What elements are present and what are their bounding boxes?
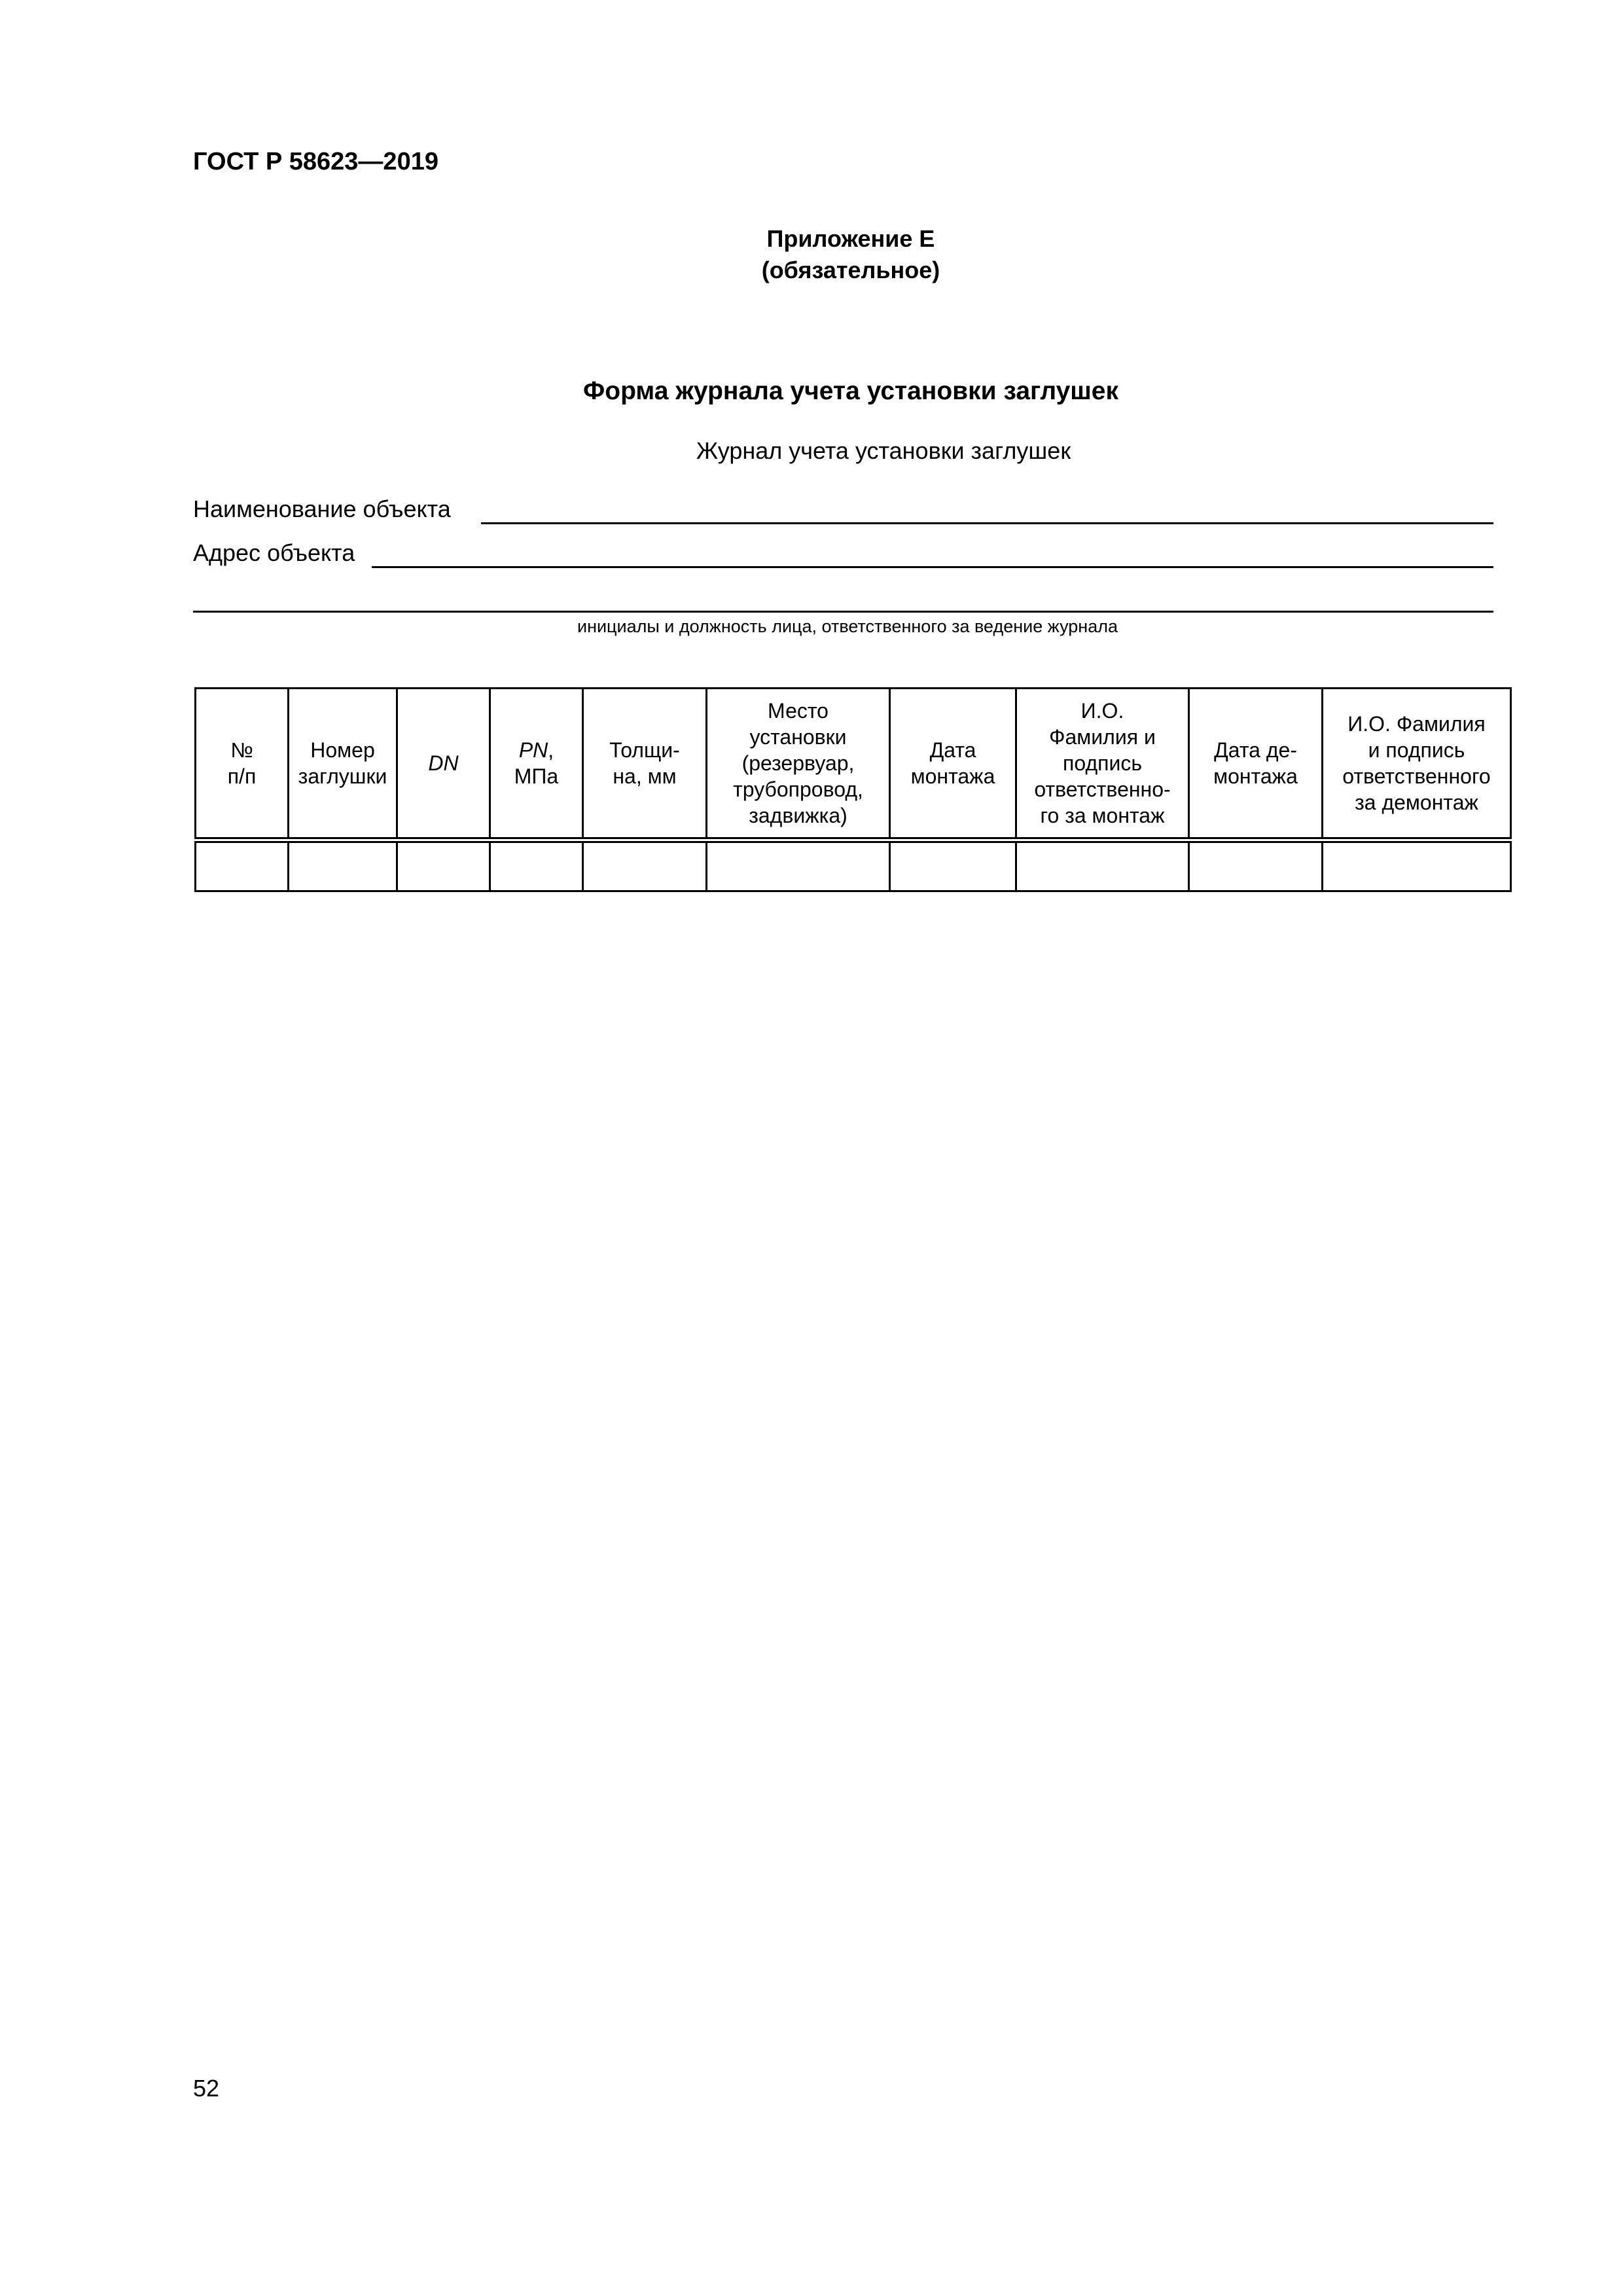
- col-header-plug-number: Номер заглушки: [289, 689, 397, 840]
- table-cell[interactable]: [397, 840, 490, 891]
- object-address-label: Адрес объекта: [193, 539, 355, 566]
- object-name-label: Наименование объекта: [193, 495, 451, 522]
- appendix-status: (обязательное): [761, 257, 940, 283]
- table-row: [196, 840, 1511, 891]
- col-header-dismount-date: Дата де- монтажа: [1189, 689, 1323, 840]
- table-cell[interactable]: [583, 840, 707, 891]
- col-header-number: № п/п: [196, 689, 289, 840]
- form-title: Форма журнала учета установки заглушек: [583, 377, 1118, 405]
- object-name-line: [481, 522, 1493, 524]
- table-cell[interactable]: [196, 840, 289, 891]
- responsible-person-line: [193, 611, 1493, 613]
- document-code: ГОСТ Р 58623—2019: [193, 148, 438, 175]
- table-cell[interactable]: [1323, 840, 1511, 891]
- col-header-mount-responsible: И.О. Фамилия и подпись ответственно- го за монтаж: [1016, 689, 1189, 840]
- table-cell[interactable]: [1016, 840, 1189, 891]
- page-number: 52: [193, 2075, 220, 2102]
- responsible-person-caption: инициалы и должность лица, ответственного за ведение журнала: [577, 617, 1118, 636]
- table-cell[interactable]: [289, 840, 397, 891]
- col-header-dn: DN: [397, 689, 490, 840]
- col-header-pn: PN, МПа: [490, 689, 583, 840]
- table-cell[interactable]: [490, 840, 583, 891]
- col-header-install-location: Место установки (резервуар, трубопровод, задвижка): [707, 689, 890, 840]
- table-cell[interactable]: [890, 840, 1016, 891]
- table-cell[interactable]: [707, 840, 890, 891]
- col-header-mount-date: Дата монтажа: [890, 689, 1016, 840]
- journal-title: Журнал учета установки заглушек: [696, 437, 1071, 464]
- journal-table: [194, 687, 1512, 892]
- table-cell[interactable]: [1189, 840, 1323, 891]
- col-header-dismount-responsible: И.О. Фамилия и подпись ответственного за демонтаж: [1323, 689, 1511, 840]
- object-address-line: [372, 566, 1493, 568]
- table-header-row: [196, 689, 1511, 840]
- col-header-thickness: Толщи- на, мм: [583, 689, 707, 840]
- appendix-title: Приложение Е: [766, 225, 935, 252]
